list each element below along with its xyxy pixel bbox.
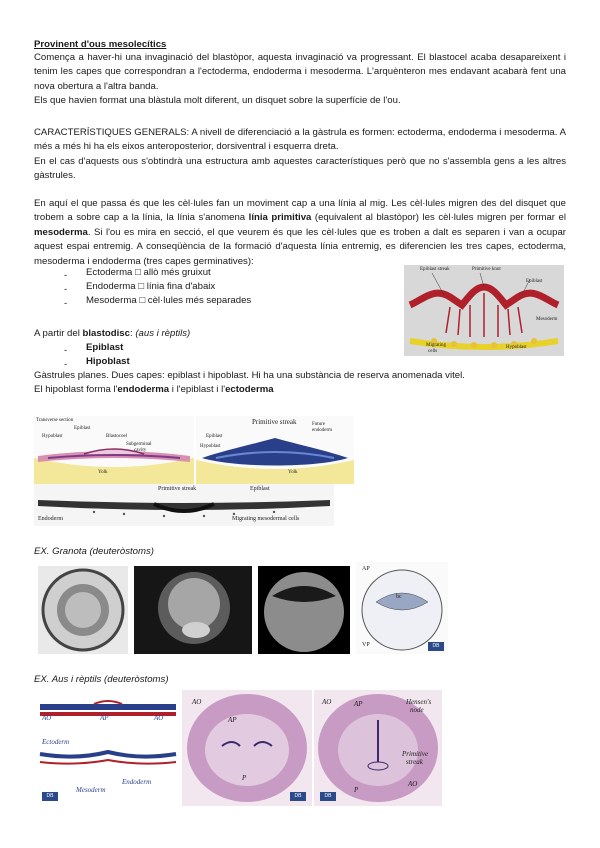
list-item: Ectoderma □ allò més gruixut (86, 267, 211, 278)
primitive-streak-section-figure: Epiblast streak Primitive knot Epiblast Mesoderm Migrating cells Hypoblast (404, 265, 564, 356)
paragraph-primitive-line: En aquí el que passa és que les cèl·lules fan un moviment cap a una línia al mig. Les cèl·lules migren des del disquet que trobem a sobre cap a la línia, la línia s'anomena línia primitiva (equivalent al blastòpor) les cèl·lules migren per formar el mesoderma. Si l'ou es mira en secció, el que veurem és que les cèl·lules que es troben a dalt es separen i van a ocupar aquest espai entremig. A conseqüència de la formació d'aquesta línia entremig, es diferencien les tres capes, ectoderma, mesoderma i endoderma (tres capes germinatives): (34, 198, 566, 267)
paragraph-invagination: Comença a haver-hi una invaginació del blastòpor, aquesta invaginació va progressant. El blastocel acaba desapareixent i tenim les capes que correspondran a l'ectoderma, endoderma i mesoderma. L'arquènteron mes endavant acabarà fent una nova obertura a l'altra banda. (34, 52, 566, 92)
list-item: Hipoblast (86, 356, 130, 367)
paragraph-general-characteristics: CARACTERÍSTIQUES GENERALS: A nivell de diferenciació a la gàstrula es formen: ectoderma, endoderma i mesoderma. A més a més hi ha els eixos anteroposterior, dorsiventral i esquerra dreta. (34, 127, 566, 153)
frog-embryo-photo-1 (38, 566, 128, 654)
paragraph-structure: En el cas d'aquests ous s'obtindrà una estructura amb aquestes característiques però que no s'assembla gens a les altres gàstrules. (34, 156, 566, 182)
primitive-streak-figure: Primitive streak Future endoderm Epiblast Hypoblast Yolk (196, 416, 354, 484)
list-item: Endoderma □ línia fina d'abaix (86, 281, 216, 292)
frog-embryo-photo-3 (258, 566, 350, 654)
bird-section-diagram: AO AP AO Ectoderm Endoderm Mesoderm DB (36, 694, 180, 804)
section-heading: Provinent d'ous mesolecítics (34, 39, 167, 50)
document-page: Provinent d'ous mesolecítics Comença a haver-hi una invaginació del blastòpor, aquesta invaginació va progressant. El blastocel acaba desapareixent i tenim les capes que correspondran a l'ectoderma, endoderma i mesoderma. L'arquènteron mes endavant acabarà fent una nova obertura a l'altra banda. Els que havien format una blàstula molt diferent, un disquet sobre la superfície de l'ou. CARACTERÍSTIQUES GENERALS: A nivell de diferenciació a la gàstrula es formen: ectoderma, endoderma i mesoderma. A més a més hi ha els eixos anteroposterior, dorsiventral i esquerra dreta. En el cas d'aquests ous s'obtindrà una estructura amb aquestes característiques però que no s'assembla gens a les altres gàstrules. En aquí el que passa és que les cèl·lules fan un moviment cap a una línia al mig. Les cèl·lules migren des del disquet que trobem a sobre cap a la línia, la línia s'anomena línia primitiva (equivalent al blastòpor) les cèl·lules migren per formar el mesoderma. Si l'ou es mira en secció, el que veurem és que les cèl·lules que es troben a dalt es separen i van a ocupar aquest espai entremig. A conseqüència de la formació d'aquesta línia entremig, es diferencien les tres capes, ectoderma, mesoderma i endoderma (tres capes germinatives): - Ectoderma □ allò més gruixut - Endoderma □ línia fina d'abaix - Mesoderma □ cèl·lules més separades A partir del blastodisc: (aus i rèptils) - Epiblast - Hipoblast Gàstrules planes. Dues capes: epiblast i hipoblast. Hi ha una substància de reserva anomenada vitel. El hipoblast forma l'endoderma i l'epiblast i l'ectoderma Epiblast streak Primitive knot Epiblast Mesoderm Migrating cells Hypoblast Transverse section Epiblast Hypoblast Blastocoel Subgerminal cavity Yolk Primitive streak Future endoderm Epiblast Hypoblast Yolk Primitive streak Epiblast Endoderm Migrating mesodermal cells EX. Granota (deuteròstoms) AP bc VP DB EX. Aus i rèptils (deuteròstoms) AO AP AO Ectoderm Endoderm Mesoderm DB AO AP P DB AO AP Hensen's node Primitive streak P AO DB (0, 0, 600, 848)
bird-embryo-photo-2: AO AP Hensen's node Primitive streak P AO DB (314, 690, 442, 806)
frog-embryo-diagram: AP bc VP DB (356, 562, 448, 654)
list-item: Epiblast (86, 342, 124, 353)
transverse-section-figure: Transverse section Epiblast Hypoblast Blastocoel Subgerminal cavity Yolk (34, 416, 194, 484)
bird-embryo-photo-1: AO AP P DB (182, 690, 312, 806)
term-primitive-line: línia primitiva (248, 212, 312, 224)
paragraph-blastula: Els que havien format una blàstula molt diferent, un disquet sobre la superfície de l'ou. (34, 95, 401, 106)
paragraph-flat-gastrula: Gàstrules planes. Dues capes: epiblast i hipoblast. Hi ha una substància de reserva anomenada vitel. (34, 370, 465, 381)
paragraph-hypoblast: El hipoblast forma l'endoderma i l'epiblast i l'ectoderma (34, 384, 274, 395)
blastodisc-line: A partir del blastodisc: (aus i rèptils) (34, 328, 191, 339)
term-mesoderm: mesoderma (34, 226, 88, 238)
histology-section-figure: Primitive streak Epiblast Endoderm Migrating mesodermal cells (34, 484, 334, 526)
list-item: Mesoderma □ cèl·lules més separades (86, 295, 252, 306)
frog-embryo-photo-2 (134, 566, 252, 654)
caption-frog: EX. Granota (deuteròstoms) (34, 546, 154, 557)
caption-birds: EX. Aus i rèptils (deuteròstoms) (34, 674, 169, 685)
